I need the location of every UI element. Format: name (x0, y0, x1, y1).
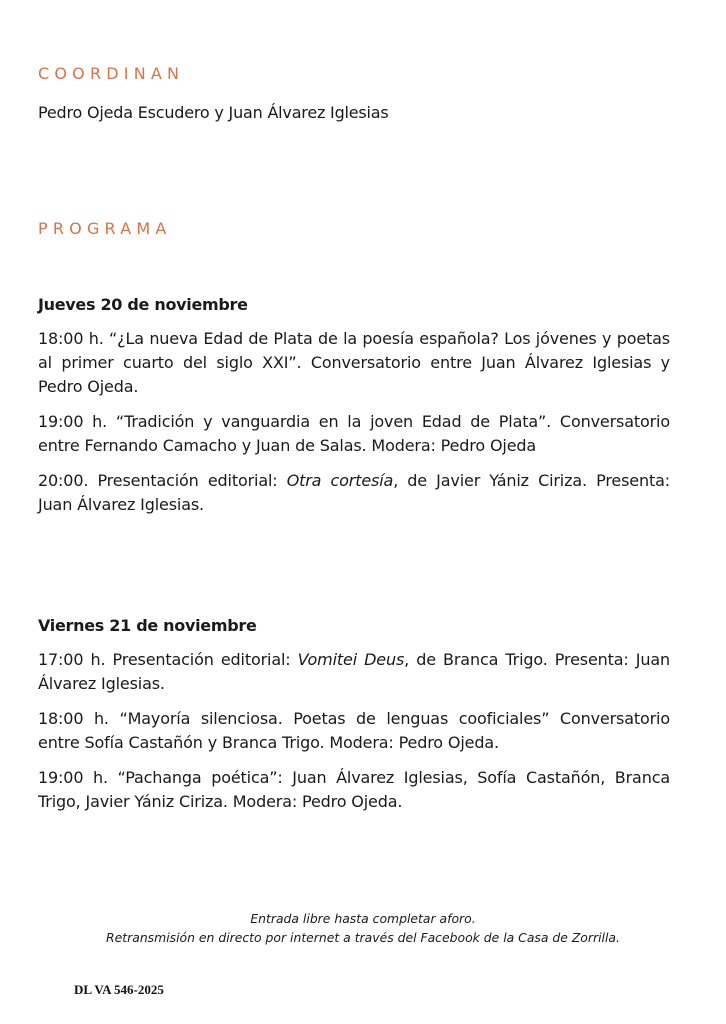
book-title: Vomitei Deus (297, 650, 405, 669)
event-item: 18:00 h. “¿La nueva Edad de Plata de la poesía española? Los jóvenes y poetas al primer cuarto del siglo XXI”. Conversatorio entre Juan Álvarez Iglesias y Pedro Ojeda. (38, 329, 670, 396)
book-title: Otra cortesía (286, 471, 394, 490)
coordinators-heading: COORDINAN (38, 64, 185, 83)
legal-deposit: DL VA 546-2025 (74, 982, 164, 997)
event-text: , de Javier Yániz Ciriza. Presenta: Juan Álvarez Iglesias. (38, 471, 670, 514)
event-item: 18:00 h. “Mayoría silenciosa. Poetas de lenguas cooficiales” Conversatorio entre Sofía Castañón y Branca Trigo. Modera: Pedro Ojeda. (38, 709, 670, 752)
broadcast-note: Retransmisión en directo por internet a través del Facebook de la Casa de Zorrilla. (106, 930, 620, 945)
free-entry-note: Entrada libre hasta completar aforo. (250, 911, 476, 926)
program-day-thursday (38, 295, 670, 528)
coordinators-names: Pedro Ojeda Escudero y Juan Álvarez Iglesias (38, 103, 389, 122)
program-heading: PROGRAMA (38, 219, 172, 238)
day-title: Jueves 20 de noviembre (38, 295, 248, 314)
event-item: 19:00 h. “Pachanga poética”: Juan Álvarez Iglesias, Sofía Castañón, Branca Trigo, Javier Yániz Ciriza. Modera: Pedro Ojeda. (38, 768, 670, 811)
program-day-friday (38, 616, 670, 825)
event-text: 17:00 h. Presentación editorial: (38, 650, 298, 669)
day-title: Viernes 21 de noviembre (38, 616, 257, 635)
event-text: , de Branca Trigo. Presenta: Juan Álvarez Iglesias. (38, 650, 670, 693)
event-text: 20:00. Presentación editorial: (38, 471, 287, 490)
event-item: 19:00 h. “Tradición y vanguardia en la joven Edad de Plata”. Conversatorio entre Fernando Camacho y Juan de Salas. Modera: Pedro Ojeda (38, 412, 670, 455)
footer-notice (0, 909, 726, 947)
event-item (38, 648, 670, 696)
event-item (38, 469, 670, 517)
